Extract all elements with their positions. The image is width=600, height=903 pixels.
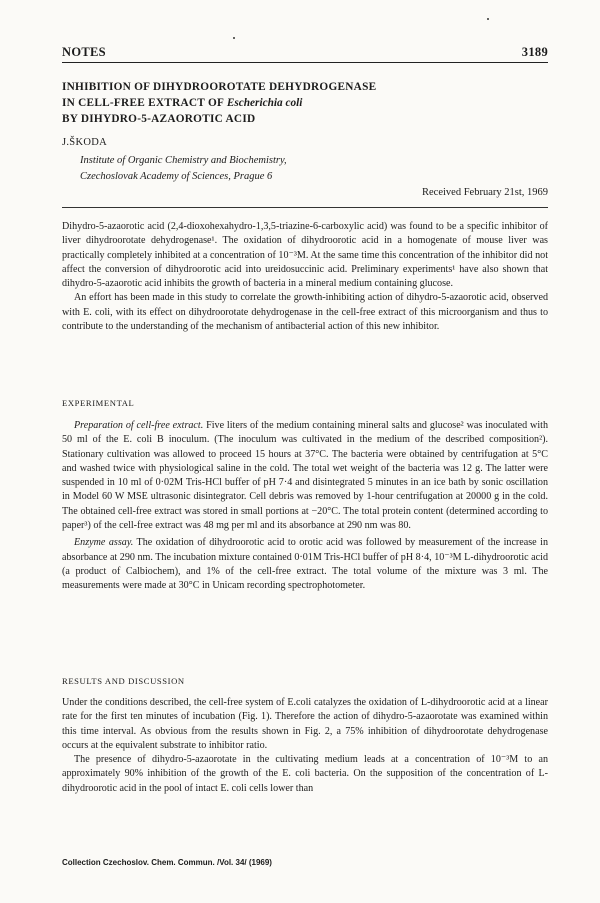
- experimental-heading: EXPERIMENTAL: [62, 398, 135, 408]
- article-title: [62, 79, 548, 127]
- header-rule: [62, 62, 548, 63]
- intro-paragraph-2: An effort has been made in this study to correlate the growth-inhibiting action of dihydro-5-azaorotic acid, observed with E. coli, with its effect on dihydroorotate dehydrogenase in the cell-free extract of this microorganism and thus to contribute to the understanding of the mechanism of antibacterial action of this new inhibitor.: [62, 292, 548, 333]
- enzyme-assay-runin: Enzyme assay.: [74, 537, 134, 549]
- scan-speck: [487, 18, 489, 20]
- intro-paragraph-1: Dihydro-5-azaorotic acid (2,4-dioxohexahydro-1,3,5-triazine-6-carboxylic acid) was found to be a specific inhibitor of liver dihydroorotate dehydrogenase¹. The oxidation of dihydroorotic acid in a homogenate of mouse liver was practically completely inhibited at a concentration of 10⁻³M. At the same time this concentration of the inhibitor did not affect the conversion of dihydroorotic acid into ureidosuccinic acid. Preliminary experiments¹ have also shown that dihydro-5-azaorotic acid inhibits the growth of bacteria in a mineral medium containing glucose.: [62, 221, 548, 290]
- results-heading: RESULTS AND DISCUSSION: [62, 676, 185, 686]
- title-line-2: IN CELL-FREE EXTRACT OF Escherichia coli: [62, 97, 303, 109]
- title-line-3: BY DIHYDRO-5-AZAOROTIC ACID: [62, 113, 256, 125]
- page-number: 3189: [521, 45, 548, 59]
- author-name: J.ŠKODA: [62, 137, 107, 148]
- introduction: [62, 220, 548, 334]
- preparation-paragraph: Preparation of cell-free extract. Five liters of the medium containing mineral salts and glucose² was inoculated with 50 ml of the E. coli B inoculum. (The inoculum was cultivated in the medium of the described composition²). Stationary cultivation was allowed to proceed 15 hours at 37°C. The bacteria were obtained by centrifugation at 5°C and washed twice with physiological saline in the cold. The total wet weight of the bacteria was 12 g. The latter were suspended in 10 ml of 0·02M Tris-HCl buffer of pH 7·4 and disintegrated 5 minutes in an ice bath by sonic oscillation in Model 60 W MSE ultrasonic disintegrator. Cell debris was removed by 1-hour centrifugation at 20000 g in the cold. The obtained cell-free extract was stored in small portions at −20°C. The total protein content (determined according to paper³) of the cell-free extract was 48 mg per ml and its absorbance at 290 nm was 80.: [62, 420, 548, 532]
- title-line-1: INHIBITION OF DIHYDROOROTATE DEHYDROGENASE: [62, 81, 377, 93]
- experimental-section: [62, 419, 548, 594]
- running-header: [62, 45, 548, 60]
- title-rule: [62, 207, 548, 208]
- results-paragraph-2: The presence of dihydro-5-azaorotate in the cultivating medium leads at a concentration of 10⁻³M to an approximately 90% inhibition of the growth of the E. coli bacteria. On the supposition of the concentration of L-dihydroorotic acid in the pool of intact E. coli cells lower than: [62, 754, 548, 794]
- scan-speck: [233, 37, 235, 39]
- results-paragraph-1: Under the conditions described, the cell-free system of E.coli catalyzes the oxidation of L-dihydroorotic acid at a linear rate for the first ten minutes of incubation (Fig. 1). Therefore the action of dihydro-5-azaorotate was examined within this time interval. As obvious from the results shown in Fig. 2, a 75% inhibition of dihydroorotate dehydrogenase occurs at the equivalent substrate to inhibitor ratio.: [62, 697, 548, 751]
- preparation-runin: Preparation of cell-free extract.: [74, 420, 204, 431]
- section-label: NOTES: [62, 45, 106, 59]
- title-organism: Escherichia coli: [226, 97, 303, 109]
- journal-footer: Collection Czechoslov. Chem. Commun. /Vol. 34/ (1969): [62, 858, 272, 867]
- results-section: [62, 696, 548, 796]
- author-affiliation: Institute of Organic Chemistry and Biochemistry, Czechoslovak Academy of Sciences, Prague 6: [80, 155, 287, 182]
- enzyme-assay-paragraph: Enzyme assay. The oxidation of dihydroorotic acid to orotic acid was followed by measurement of the increase in absorbance at 290 nm. The incubation mixture contained 0·01M Tris-HCl buffer of pH 8·4, 10⁻³M L-dihydroorotic acid (a product of Calbiochem), and 1% of the cell-free extract. The total volume of the mixture was 3 ml. The measurements were made at 30°C in Unicam recording spectrophotometer.: [62, 537, 548, 592]
- received-date: Received February 21st, 1969: [422, 187, 548, 198]
